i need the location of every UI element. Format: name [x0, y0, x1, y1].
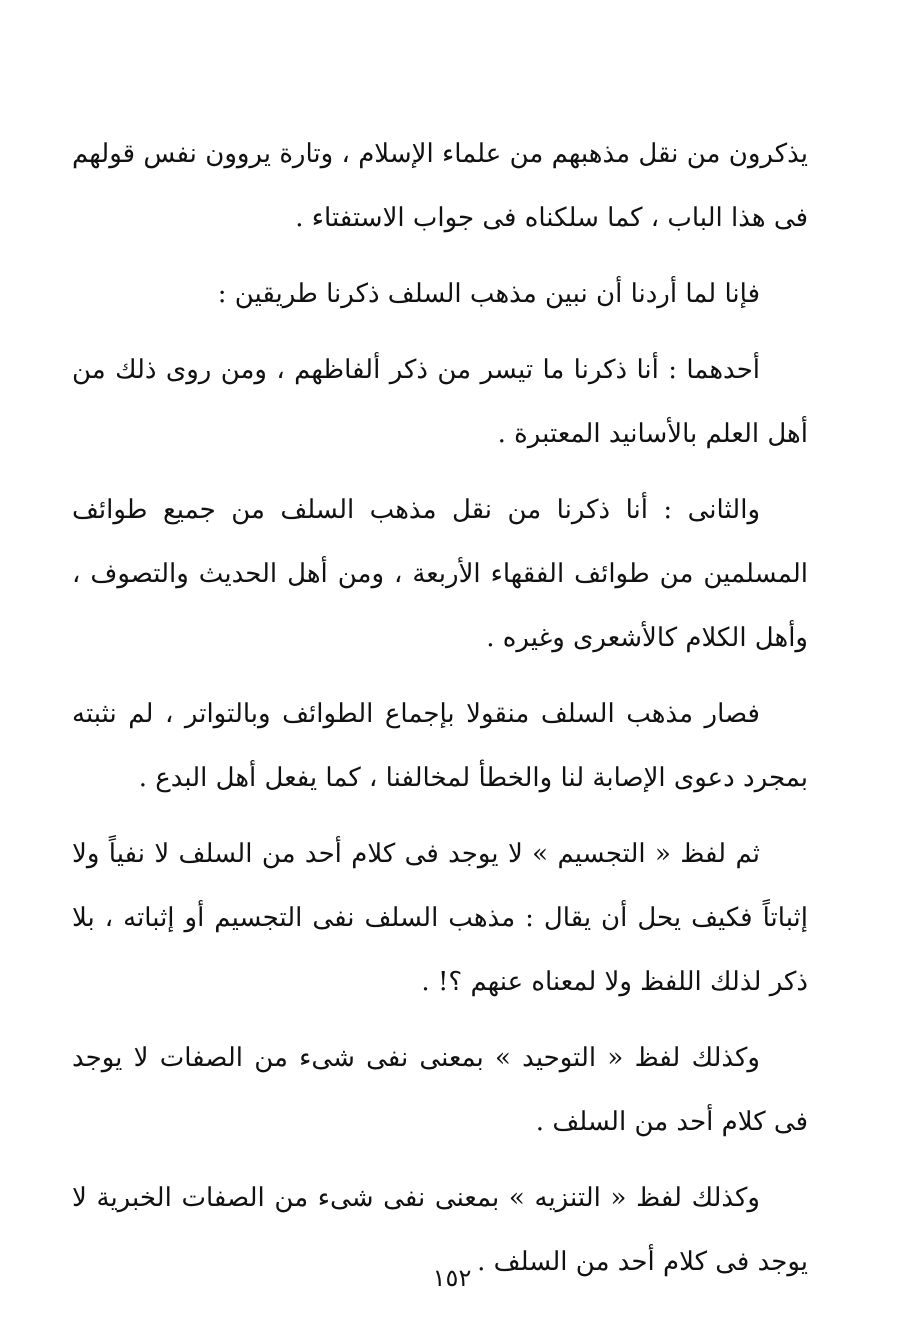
page-body	[72, 122, 808, 1306]
paragraph-5: فصار مذهب السلف منقولا بإجماع الطوائف وبالتواتر ، لم نثبته بمجرد دعوى الإصابة لنا والخطأ لمخالفنا ، كما يفعل أهل البدع .	[72, 699, 808, 793]
paragraph-4: والثانى : أنا ذكرنا من نقل مذهب السلف من جميع طوائف المسلمين من طوائف الفقهاء الأربعة ، ومن أهل الحديث والتصوف ، وأهل الكلام كالأشعرى وغيره .	[72, 495, 808, 653]
paragraph-1: يذكرون من نقل مذهبهم من علماء الإسلام ، وتارة يروون نفس قولهم فى هذا الباب ، كما سلكناه فى جواب الاستفتاء .	[72, 139, 808, 233]
paragraph-8: وكذلك لفظ « التنزيه » بمعنى نفى شىء من الصفات الخبرية لا يوجد فى كلام أحد من السلف .	[72, 1183, 808, 1277]
page-number: ١٥٢	[432, 1264, 472, 1292]
paragraph-7: وكذلك لفظ « التوحيد » بمعنى نفى شىء من الصفات لا يوجد فى كلام أحد من السلف .	[72, 1043, 808, 1137]
paragraph-3: أحدهما : أنا ذكرنا ما تيسر من ذكر ألفاظهم ، ومن روى ذلك من أهل العلم بالأسانيد المعتبرة .	[72, 355, 808, 449]
paragraph-2: فإنا لما أردنا أن نبين مذهب السلف ذكرنا طريقين :	[217, 279, 760, 309]
paragraph-6: ثم لفظ « التجسيم » لا يوجد فى كلام أحد من السلف لا نفياً ولا إثباتاً فكيف يحل أن يقال : مذهب السلف نفى التجسيم أو إثباته ، بلا ذكر لذلك اللفظ ولا لمعناه عنهم ؟! .	[72, 839, 808, 997]
